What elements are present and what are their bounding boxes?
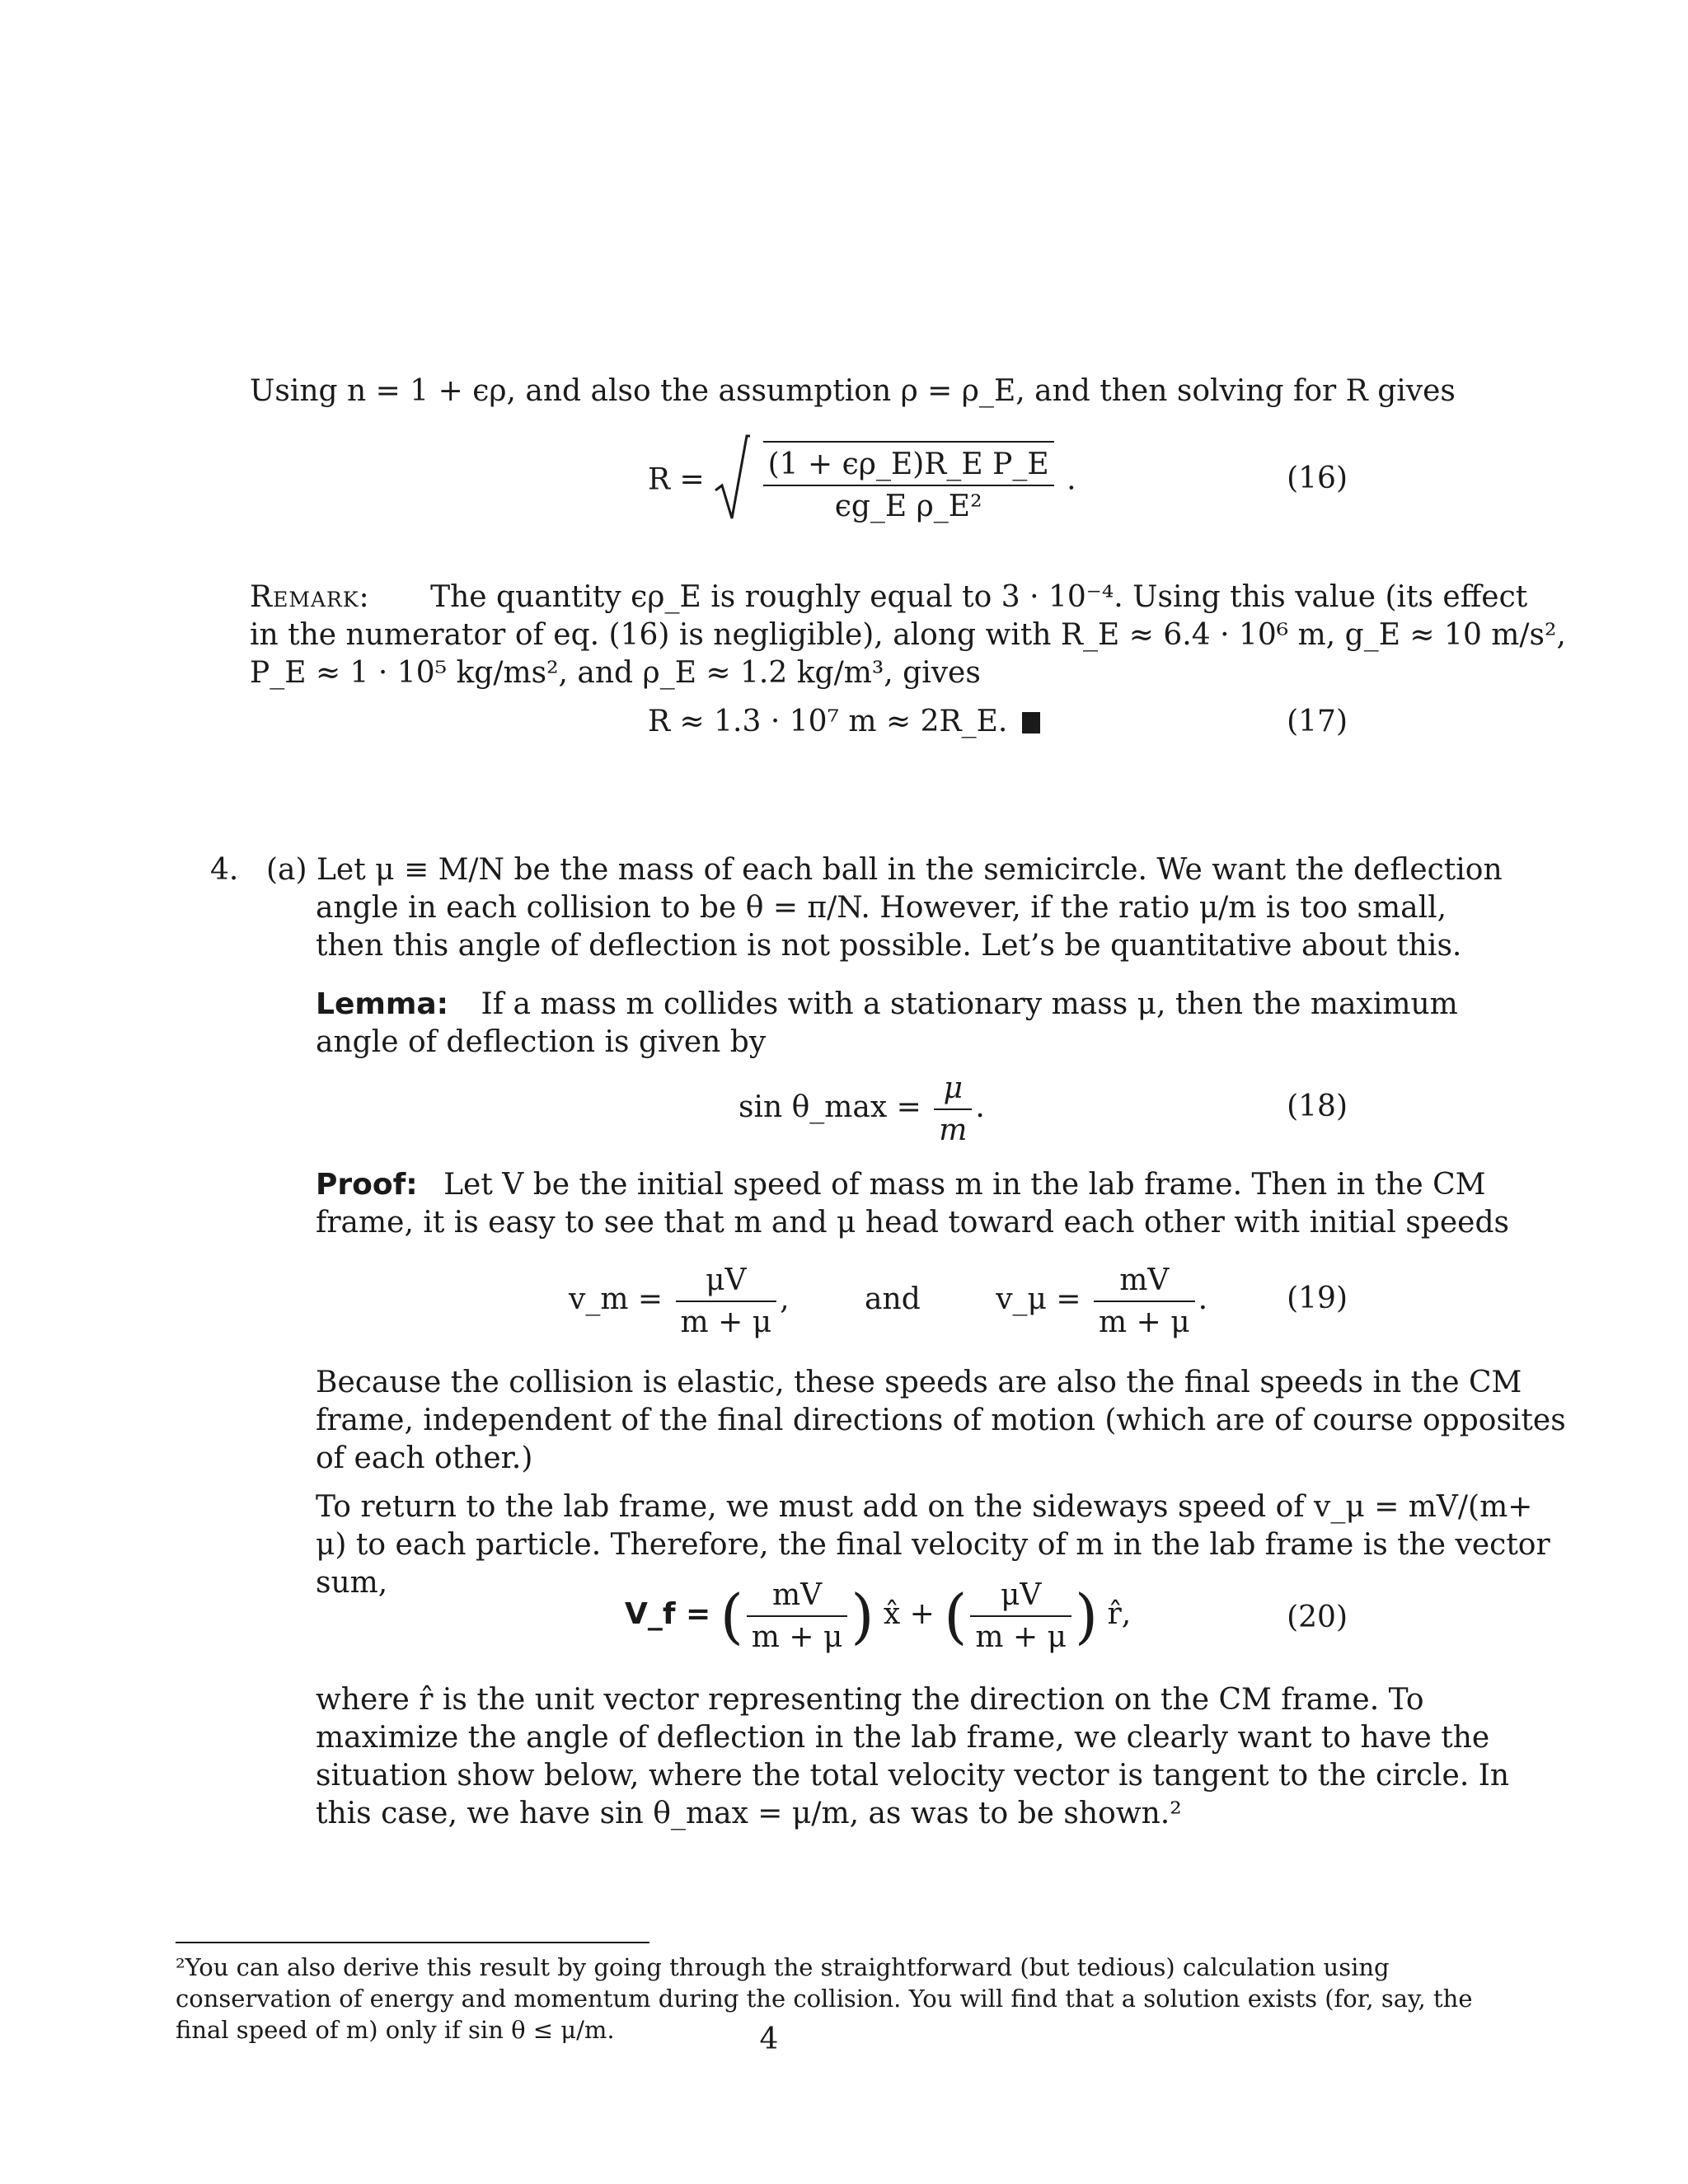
item-4-line-3: then this angle of deflection is not possible. Let’s be quantitative about this. [316,929,1462,963]
eq16-label: (16) [1287,462,1348,495]
eq18-denominator: m [939,1113,968,1147]
para-3-line-2: maximize the angle of deflection in the lab frame, we clearly want to have the [316,1721,1490,1755]
eq19-fraction-1 [676,1263,777,1339]
proof-text-1: Let V be the initial speed of mass m in the lab frame. Then in the CM [443,1168,1486,1202]
page-number: 4 [759,2022,779,2056]
remark-heading: Remark: [250,580,370,614]
eq20-fraction-1 [747,1578,848,1654]
remark-line-2: in the numerator of eq. (16) is negligible), along with R_E ≈ 6.4 · 10⁶ m, g_E ≈ 10 m/s², [250,618,1566,652]
right-paren-icon: ) [1074,1582,1099,1651]
eq19-comma: , [780,1282,790,1316]
item-4-line-1: (a) Let μ ≡ M/N be the mass of each ball in the semicircle. We want the deflection [266,853,1503,887]
eq16-lhs: R = [648,462,705,497]
eq18-label: (18) [1287,1090,1348,1123]
eq20-denominator-2: m + μ [975,1620,1067,1654]
equation-17 [648,705,1040,738]
para-2-line-3: sum, [316,1566,388,1600]
proof-line-1 [316,1166,1486,1204]
proof-heading: Proof: [316,1168,418,1202]
left-paren-icon: ( [944,1582,968,1651]
para-2-line-1: To return to the lab frame, we must add on the sideways speed of v_μ = mV/(m+ [316,1490,1533,1524]
eq20-tail: r̂, [1107,1597,1132,1631]
eq19-label: (19) [1287,1282,1348,1315]
para-3-line-3: situation show below, where the total velocity vector is tangent to the circle. In [316,1759,1510,1793]
para-3-line-1: where r̂ is the unit vector representing the direction on the CM frame. To [316,1683,1424,1717]
eq20-middle: x̂ + [883,1597,935,1631]
eq18-tail: . [975,1090,985,1124]
eq20-numerator-2: μV [970,1578,1071,1617]
left-paren-icon: ( [720,1582,743,1651]
equation-16 [648,433,1076,531]
sqrt-symbol-icon [714,433,750,531]
eq16-fraction [763,441,1054,523]
equation-20 [625,1578,1131,1654]
eq17-label: (17) [1287,705,1348,738]
eq19-tail: . [1198,1282,1208,1316]
eq16-denominator: ϵg_E ρ_E² [834,489,982,523]
eq20-numerator-1: mV [747,1578,848,1617]
proof-line-2: frame, it is easy to see that m and μ head toward each other with initial speeds [316,1206,1509,1240]
eq18-lhs: sin θ_max = [738,1090,921,1124]
lemma-text-1: If a mass m collides with a stationary mass μ, then the maximum [481,987,1458,1021]
eq20-denominator-1: m + μ [751,1620,843,1654]
footnote-line-2: conservation of energy and momentum during the collision. You will find that a solution exists (for, say, the [176,1985,1473,2013]
intro-line: Using n = 1 + ϵρ, and also the assumption ρ = ρ_E, and then solving for R gives [250,374,1456,408]
eq19-lhs-2: v_μ = [996,1282,1081,1316]
para-3-line-4: this case, we have sin θ_max = μ/m, as was to be shown.² [316,1797,1182,1830]
footnote-line-1: ²You can also derive this result by going through the straightforward (but tedious) calculation using [176,1953,1390,1981]
eq19-fraction-2 [1094,1263,1195,1339]
item-4-marker: 4. [210,853,239,887]
equation-19 [569,1263,1207,1339]
eq19-numerator-2: mV [1094,1263,1195,1302]
para-1-line-2: frame, independent of the final directions of motion (which are of course opposites [316,1404,1566,1437]
eq18-numerator: μ [934,1071,972,1110]
footnote-rule [176,1942,649,1943]
para-2-line-2: μ) to each particle. Therefore, the final velocity of m in the lab frame is the vector [316,1528,1550,1562]
equation-18 [738,1071,985,1147]
eq20-fraction-2 [970,1578,1071,1654]
eq17-text: R ≈ 1.3 · 10⁷ m ≈ 2R_E. [648,705,1008,738]
eq20-label: (20) [1287,1601,1348,1634]
eq16-tail: . [1067,462,1076,497]
eq19-denominator-2: m + μ [1099,1305,1190,1339]
lemma-line-1 [316,986,1458,1024]
para-1-line-1: Because the collision is elastic, these speeds are also the final speeds in the CM [316,1366,1522,1399]
right-paren-icon: ) [851,1582,874,1651]
eq19-denominator-1: m + μ [680,1305,772,1339]
lemma-heading: Lemma: [316,987,449,1021]
eq19-and: and [865,1282,921,1316]
eq19-lhs-1: v_m = [569,1282,663,1316]
remark-line-1 [250,579,1527,616]
para-1-line-3: of each other.) [316,1441,533,1475]
remark-text-1: The quantity ϵρ_E is roughly equal to 3 · 10⁻⁴. Using this value (its effect [430,580,1528,614]
eq19-numerator-1: μV [676,1263,777,1302]
qed-square-icon [1022,712,1040,733]
remark-line-3: P_E ≈ 1 · 10⁵ kg/ms², and ρ_E ≈ 1.2 kg/m³, gives [250,656,981,690]
footnote-line-3: final speed of m) only if sin θ ≤ μ/m. [176,2016,615,2044]
eq16-numerator: (1 + ϵρ_E)R_E P_E [763,448,1054,486]
lemma-line-2: angle of deflection is given by [316,1025,767,1059]
eq20-lhs: V_f = [625,1597,711,1631]
item-4-line-2: angle in each collision to be θ = π/N. However, if the ratio μ/m is too small, [316,891,1447,925]
eq18-fraction [934,1071,972,1147]
